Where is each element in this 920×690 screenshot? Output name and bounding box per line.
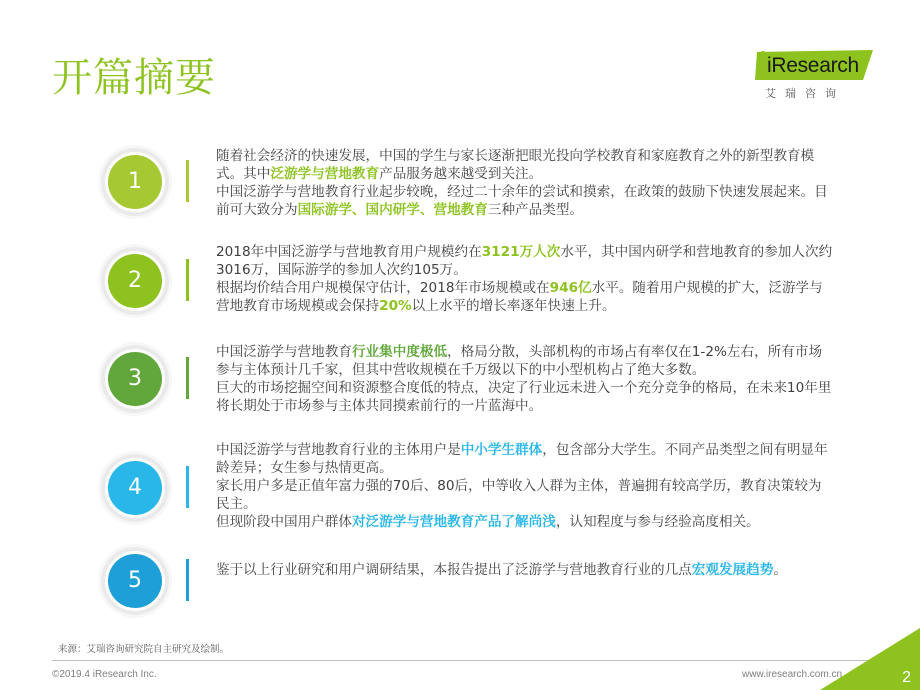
body-text: 巨大的市场挖掘空间和资源整合度低的特点，决定了行业远未进入一个充分竞争的格局，在未来10年里将长期处于市场参与主体共同摸索前行的一片蓝海中。 [216,380,832,414]
item-text [216,147,834,219]
item-accent-bar [186,160,189,202]
source-note: 来源：艾瑞咨询研究院自主研究及绘制。 [58,644,230,655]
body-text: 以上水平的增长率逐年快速上升。 [411,298,616,314]
item-accent-bar [186,559,189,601]
item-paragraph [216,243,834,279]
body-text: ，认知程度与参与经验高度相关。 [555,514,760,530]
website-url: www.iresearch.com.cn [742,669,843,680]
body-text: 水平，其中国内研学和营地教育的参加人次约3016万，国际游学的参加人次约105万。 [216,244,833,278]
body-text: ，包含部分大学生。不同产品类型之间有明显年龄差异；女生参与热情更高。 [216,442,828,476]
body-text: 中国泛游学与营地教育 [216,344,352,360]
item-text [216,441,834,531]
item-paragraph [216,441,834,477]
item-text [216,243,834,315]
body-text: 三种产品类型。 [487,202,584,218]
item-number-badge: 3 [108,352,162,406]
body-text: 中国泛游学与营地教育行业的主体用户是 [216,442,461,458]
body-text: 中国泛游学与营地教育行业起步较晚，经过二十余年的尝试和摸索，在政策的鼓励下快速发展起来。目前可大致分为 [216,184,828,218]
item-paragraph [216,147,834,183]
item-paragraph [216,379,834,415]
body-text: 。 [773,562,787,578]
item-paragraph [216,561,834,579]
page-title: 开篇摘要 [52,55,216,101]
highlight-text: 国际游学、国内研学、营地教育 [297,202,488,218]
item-paragraph [216,513,834,531]
item-accent-bar [186,466,189,508]
body-text: 水平。随着用户规模的扩大，泛游学与营地教育市场规模或会保持 [216,280,823,314]
item-accent-bar [186,259,189,301]
highlight-text: 946亿 [549,280,592,296]
highlight-text: 中小学生群体 [460,442,543,458]
footer-divider [52,660,920,661]
item-number-badge: 4 [108,461,162,515]
body-text: 家长用户多是正值年富力强的70后、80后，中等收入人群为主体，普遍拥有较高学历，教育决策较为民主。 [216,478,822,512]
highlight-text: 泛游学与营地教育 [270,166,380,182]
logo-dot-icon [760,51,766,57]
body-text: ，格局分散，头部机构的市场占有率仅在1-2%左右，所有市场参与主体预计几千家，但其中营收规模在千万级以下的中小型机构占了绝大多数。 [216,344,823,378]
page-number: 2 [902,669,911,686]
highlight-text: 20% [379,298,412,314]
highlight-text: 对泛游学与营地教育产品了解尚浅 [351,514,556,530]
body-text: 根据均价结合用户规模保守估计，2018年市场规模或在 [216,280,550,296]
body-text: 但现阶段中国用户群体 [216,514,352,530]
iresearch-logo [755,48,877,106]
body-text: 随着社会经济的快速发展，中国的学生与家长逐渐把眼光投向学校教育和家庭教育之外的新型教育模式。其中 [216,148,815,182]
item-text [216,561,834,579]
logo-subtitle: 艾瑞咨询 [765,87,845,100]
item-paragraph [216,343,834,379]
item-number-badge: 5 [108,554,162,608]
body-text: 2018年中国泛游学与营地教育用户规模约在 [216,244,482,260]
body-text: 鉴于以上行业研究和用户调研结果，本报告提出了泛游学与营地教育行业的几点 [216,562,692,578]
body-text: 产品服务越来越受到关注。 [379,166,543,182]
item-text [216,343,834,415]
item-paragraph [216,183,834,219]
item-number-badge: 1 [108,155,162,209]
highlight-text: 3121万人次 [481,244,561,260]
logo-brand-text: iResearch [767,54,859,77]
copyright-text: ©2019.4 iResearch Inc. [52,669,157,680]
highlight-text: 行业集中度极低 [351,344,448,360]
highlight-text: 宏观发展趋势 [691,562,774,578]
item-accent-bar [186,357,189,399]
item-paragraph [216,477,834,513]
item-paragraph [216,279,834,315]
item-number-badge: 2 [108,254,162,308]
